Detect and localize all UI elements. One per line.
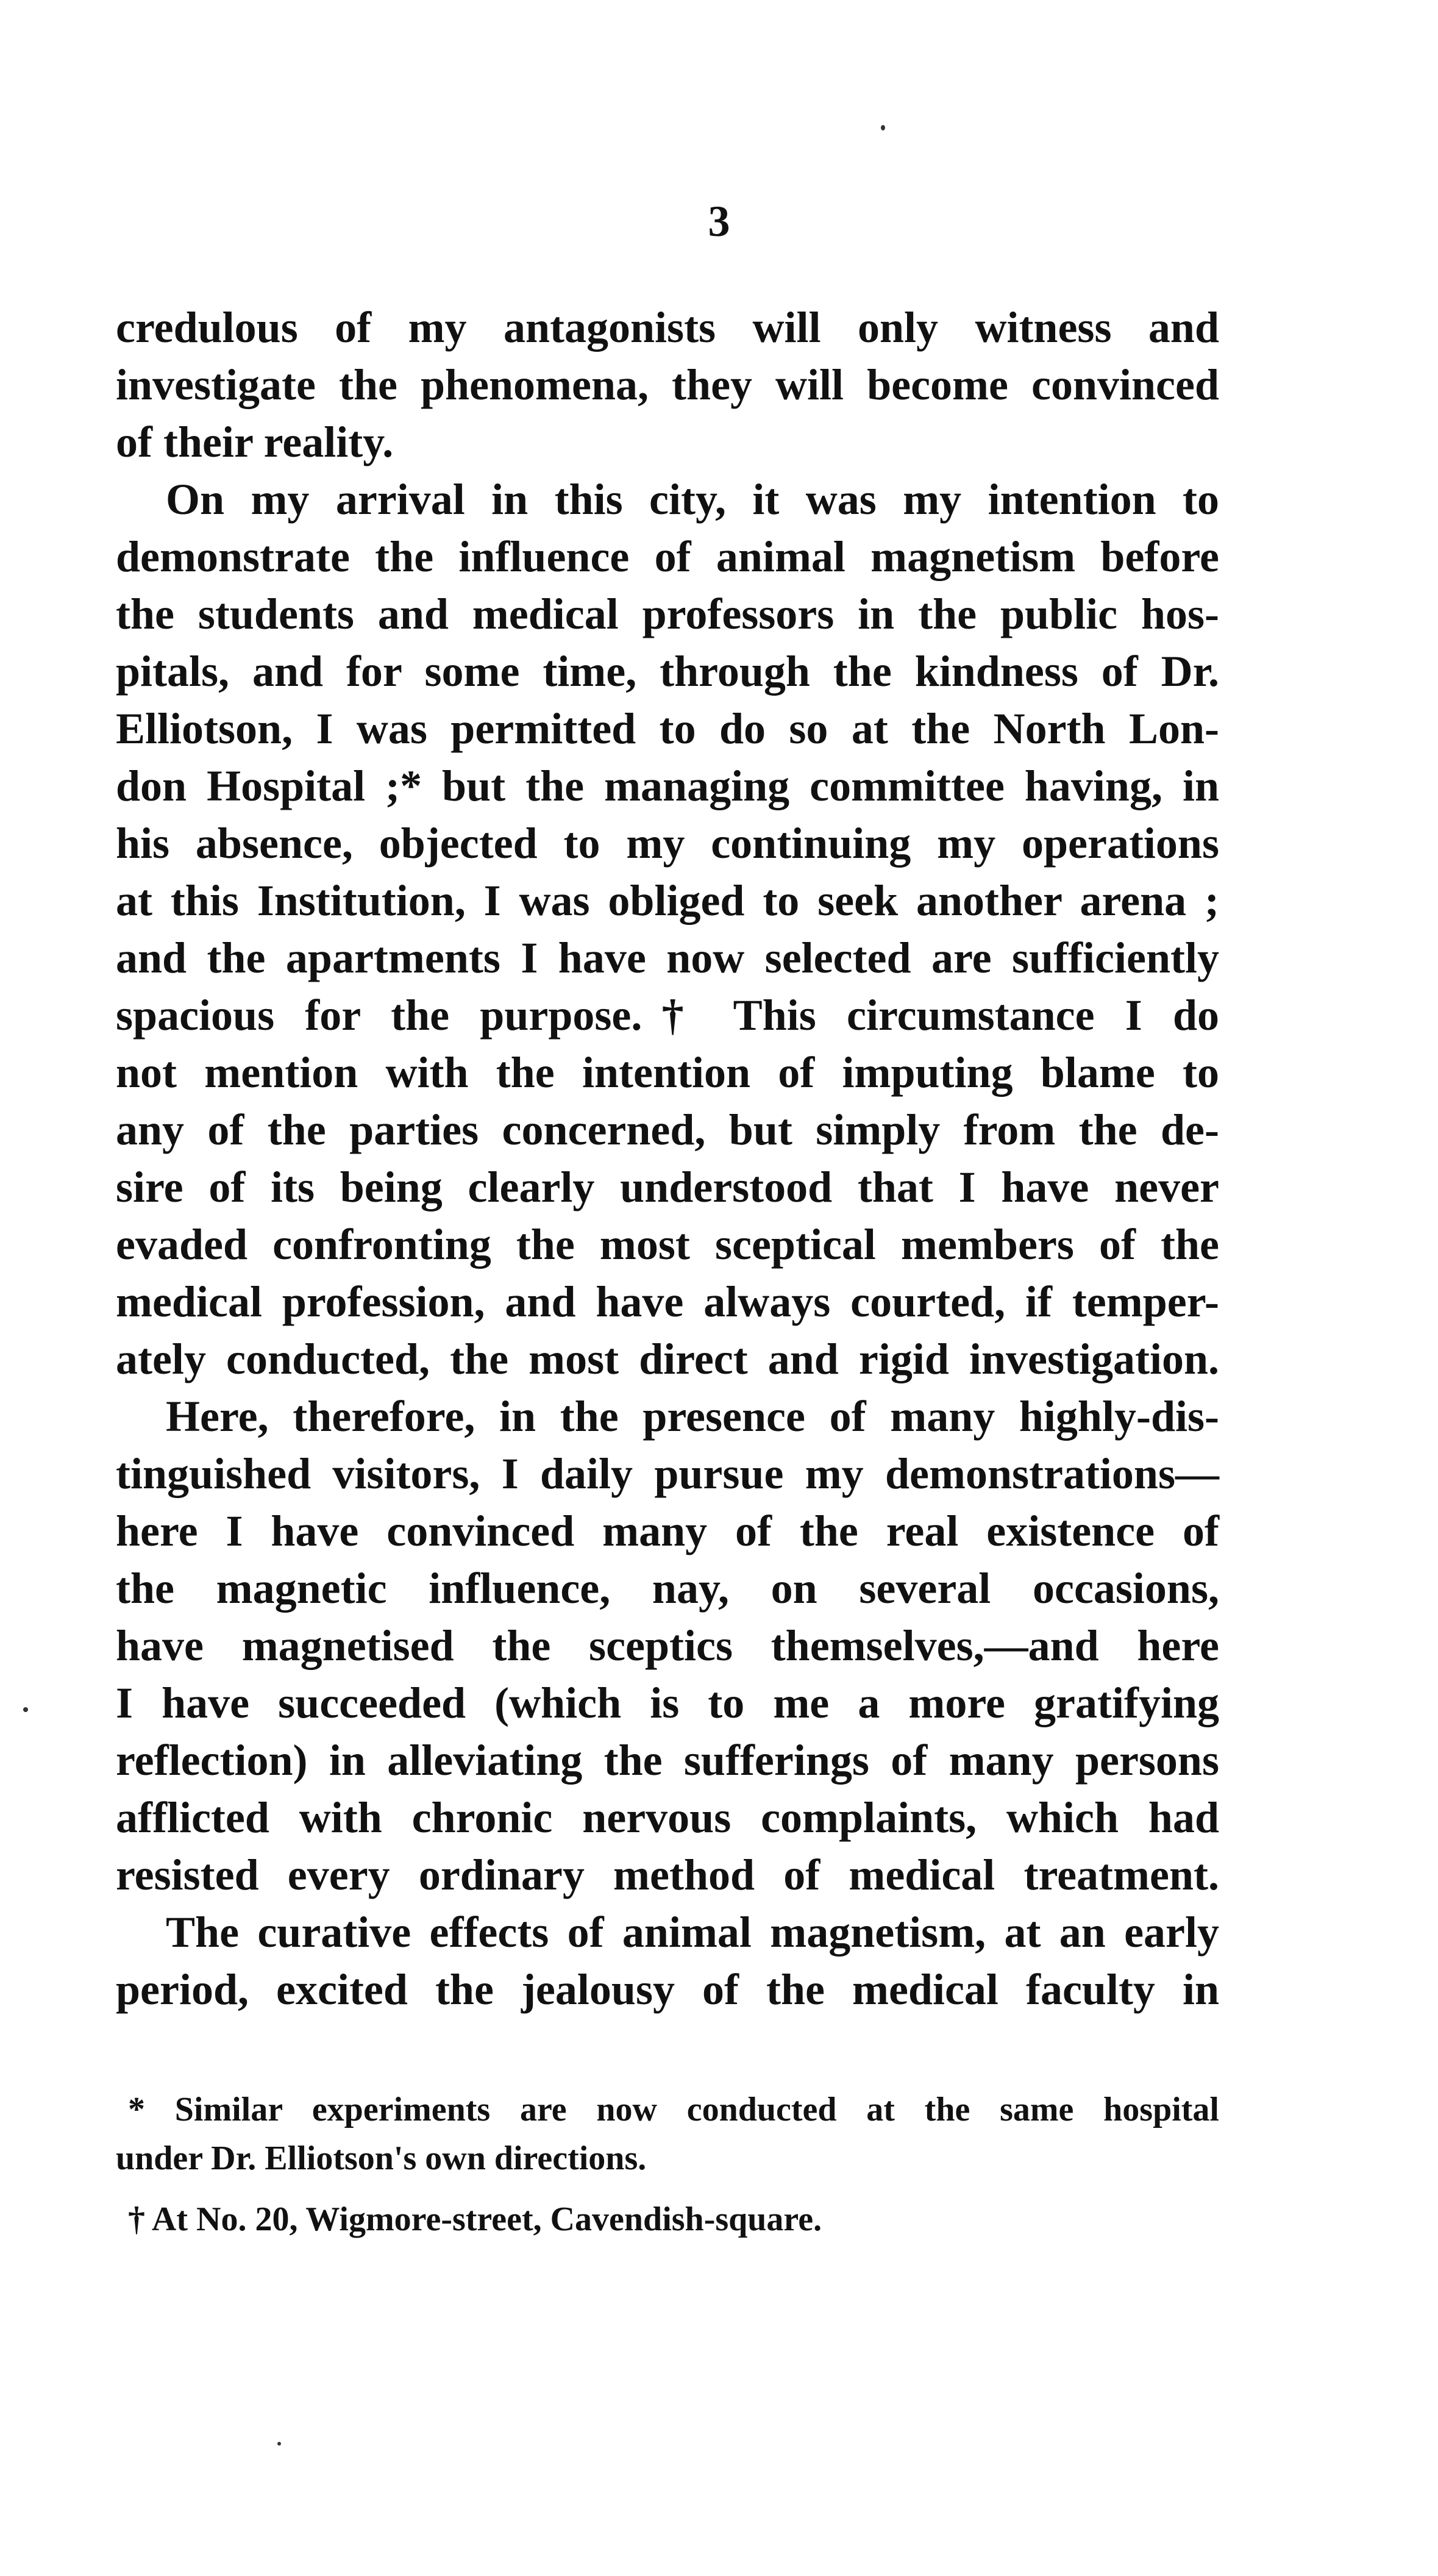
text-line: not mention with the intention of imputing blame to (116, 1048, 1219, 1097)
text-line: On my arrival in this city, it was my intention to (166, 475, 1219, 524)
text-line: credulous of my antagonists will only witness and (116, 303, 1219, 352)
footnote-line: † At No. 20, Wigmore-street, Cavendish-square. (128, 2200, 822, 2238)
text-line: and the apartments I have now selected are sufficiently (116, 933, 1219, 982)
speck-mark (277, 2442, 281, 2446)
text-line: ately conducted, the most direct and rigid investigation. (116, 1335, 1219, 1383)
text-line: his absence, objected to my continuing my operations (116, 819, 1219, 868)
text-line: of their reality. (116, 418, 394, 466)
text-line: evaded confronting the most sceptical members of the (116, 1220, 1219, 1269)
text-line: resisted every ordinary method of medical treatment. (116, 1850, 1219, 1899)
text-line: reflection) in alleviating the sufferings of many persons (116, 1736, 1219, 1785)
text-line: don Hospital ;* but the managing committee having, in (116, 762, 1219, 810)
text-line: medical profession, and have always courted, if temper- (116, 1277, 1219, 1326)
text-line: at this Institution, I was obliged to seek another arena ; (116, 876, 1219, 925)
text-line: I have succeeded (which is to me a more gratifying (116, 1679, 1219, 1727)
text-line: spacious for the purpose.† This circumstance I do (116, 991, 1219, 1040)
text-line: the magnetic influence, nay, on several occasions, (116, 1564, 1219, 1613)
footnote-line: * Similar experiments are now conducted at the same hospital (128, 2091, 1219, 2128)
text-line: have magnetised the sceptics themselves,—and here (116, 1621, 1219, 1670)
speck-mark (23, 1707, 28, 1712)
text-line: The curative effects of animal magnetism, at an early (166, 1908, 1219, 1957)
text-line: sire of its being clearly understood that I have never (116, 1163, 1219, 1211)
text-line: demonstrate the influence of animal magnetism before (116, 532, 1219, 581)
paragraph-1 (116, 299, 1219, 471)
footnotes (116, 2085, 1219, 2256)
footnote-dagger (116, 2195, 1219, 2244)
text-line: here I have convinced many of the real existence of (116, 1507, 1219, 1555)
text-line: pitals, and for some time, through the kindness of Dr. (116, 647, 1219, 696)
speck-mark (881, 125, 885, 130)
text-line: afflicted with chronic nervous complaints, which had (116, 1793, 1219, 1842)
footnote-line: under Dr. Elliotson's own directions. (116, 2139, 647, 2177)
text-line: Here, therefore, in the presence of many highly-dis- (166, 1392, 1219, 1441)
paragraph-2 (116, 471, 1219, 1388)
text-line: the students and medical professors in the public hos- (116, 590, 1219, 638)
text-line: investigate the phenomena, they will become convinced (116, 360, 1219, 409)
text-line: period, excited the jealousy of the medical faculty in (116, 1965, 1219, 2014)
paragraph-4 (116, 1903, 1219, 2018)
body-text (116, 299, 1219, 2018)
text-line: Elliotson, I was permitted to do so at the North Lon- (116, 704, 1219, 753)
text-line: any of the parties concerned, but simply from the de- (116, 1105, 1219, 1154)
footnote-asterisk (116, 2085, 1219, 2183)
text-line: tinguished visitors, I daily pursue my demonstrations— (116, 1449, 1219, 1498)
page-number: 3 (708, 197, 730, 246)
paragraph-3 (116, 1388, 1219, 1903)
